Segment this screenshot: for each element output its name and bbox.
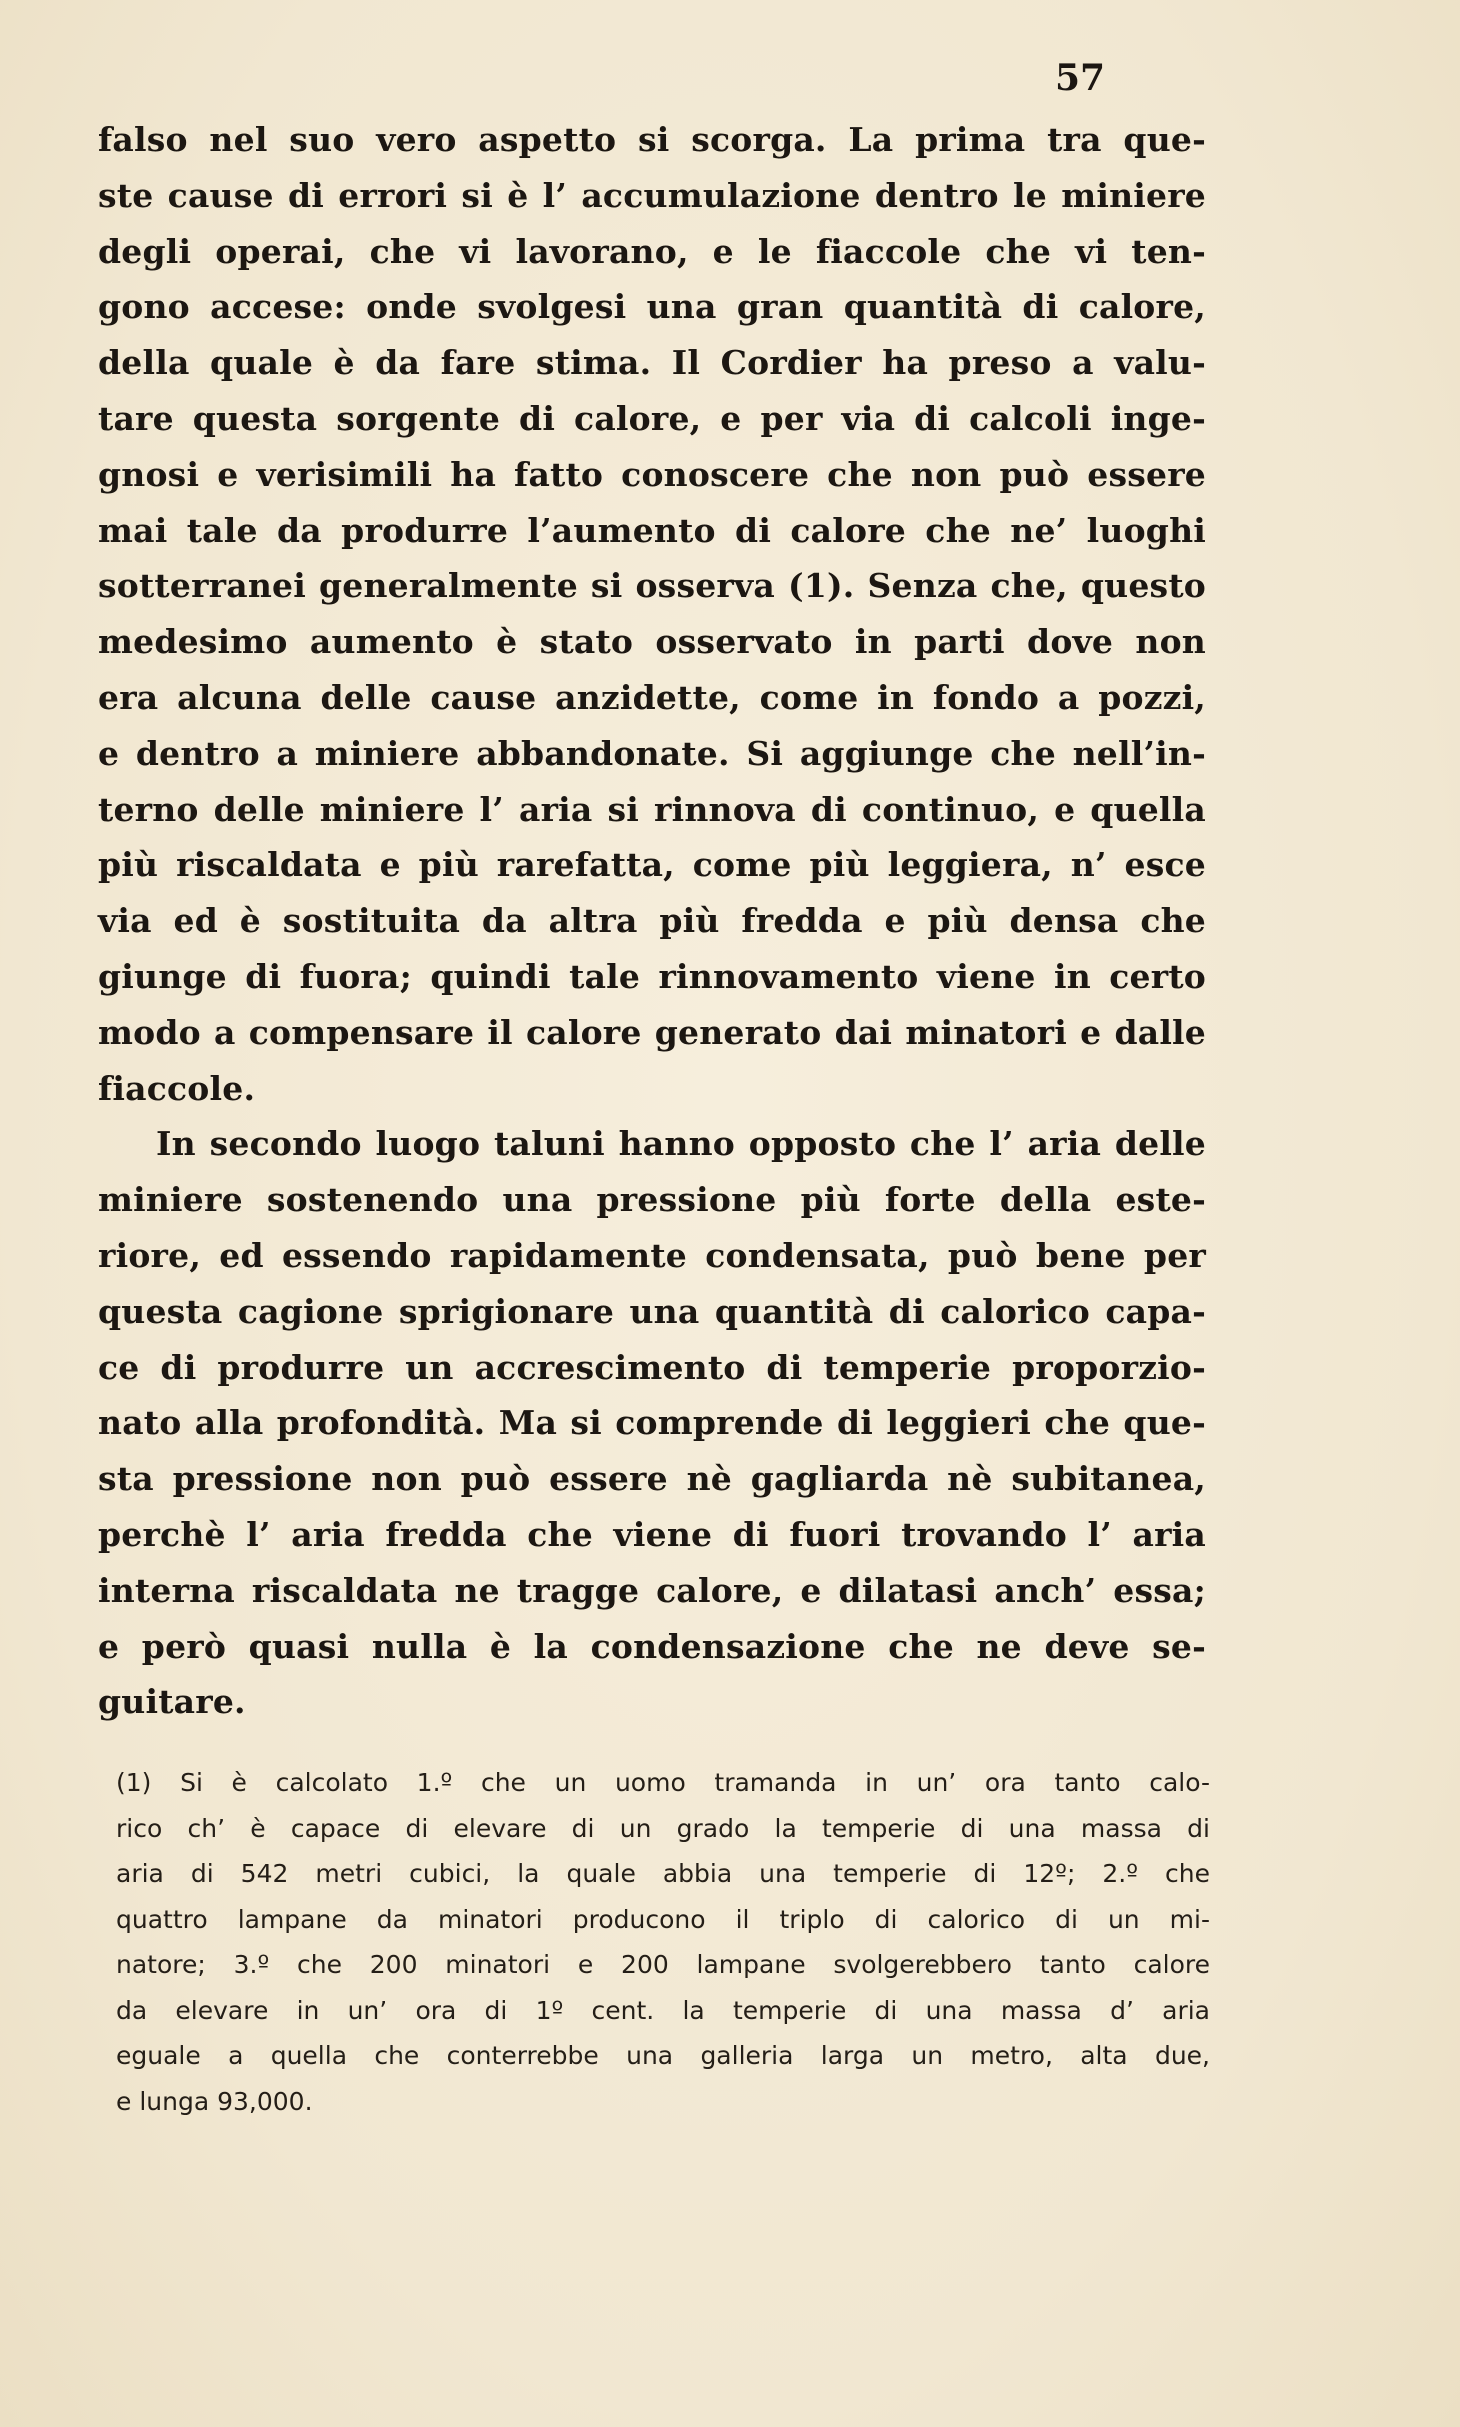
footnote-line: eguale a quella che conterrebbe una galleria larga un metro, alta due, [116,2041,1210,2070]
footnote [116,1760,1210,2124]
body-line: della quale è da fare stima. Il Cordier ha preso a valu- [98,343,1206,383]
body-line: perchè l’ aria fredda che viene di fuori trovando l’ aria [98,1514,1206,1554]
page-number: 57 [1054,57,1106,99]
body-line: e dentro a miniere abbandonate. Si aggiunge che nell’in- [98,733,1206,773]
body-line: mai tale da produrre l’aumento di calore che ne’ luoghi [98,510,1206,550]
body-line: era alcuna delle cause anzidette, come in fondo a pozzi, [98,677,1206,717]
body-text [98,112,1206,1730]
body-line: degli operai, che vi lavorano, e le fiaccole che vi ten- [98,231,1206,271]
footnote-line: aria di 542 metri cubici, la quale abbia una temperie di 12º; 2.º che [116,1859,1210,1888]
body-line: sotterranei generalmente si osserva (1). Senza che, questo [98,566,1206,606]
body-line: e però quasi nulla è la condensazione che ne deve se- [98,1626,1206,1666]
body-line: falso nel suo vero aspetto si scorga. La prima tra que- [98,120,1206,159]
body-line: riore, ed essendo rapidamente condensata, può bene per [98,1235,1206,1275]
body-line: più riscaldata e più rarefatta, come più leggiera, n’ esce [98,845,1206,885]
body-line: ste cause di errori si è l’ accumulazione dentro le miniere [98,175,1206,215]
body-line: gnosi e verisimili ha fatto conoscere che non può essere [98,454,1206,494]
body-line: medesimo aumento è stato osservato in parti dove non [98,622,1206,662]
footnote-line: (1) Si è calcolato 1.º che un uomo tramanda in un’ ora tanto calo- [116,1768,1210,1797]
body-line: giunge di fuora; quindi tale rinnovamento viene in certo [98,956,1206,996]
body-line: modo a compensare il calore generato dai minatori e dalle [98,1012,1206,1052]
footnote-line: quattro lampane da minatori producono il triplo di calorico di un mi- [116,1904,1210,1934]
footnote-line: e lunga 93,000. [116,2086,313,2116]
footnote-line: natore; 3.º che 200 minatori e 200 lampane svolgerebbero tanto calore [116,1950,1210,1979]
body-line: In secondo luogo taluni hanno opposto che l’ aria delle [156,1124,1206,1164]
body-line: sta pressione non può essere nè gagliarda nè subitanea, [98,1459,1206,1499]
body-line: questa cagione sprigionare una quantità di calorico capa- [98,1291,1206,1331]
body-line: ce di produrre un accrescimento di temperie proporzio- [98,1347,1206,1387]
body-line: guitare. [98,1682,246,1722]
body-line: gono accese: onde svolgesi una gran quantità di calore, [98,287,1206,327]
body-line: tare questa sorgente di calore, e per via di calcoli inge- [98,398,1206,438]
footnote-line: da elevare in un’ ora di 1º cent. la temperie di una massa d’ aria [116,1995,1210,2025]
body-line: miniere sostenendo una pressione più forte della este- [98,1180,1206,1220]
body-line: nato alla profondità. Ma si comprende di leggieri che que- [98,1403,1206,1443]
body-line: terno delle miniere l’ aria si rinnova di continuo, e quella [98,789,1206,829]
body-line: interna riscaldata ne tragge calore, e dilatasi anch’ essa; [98,1570,1206,1610]
body-line: via ed è sostituita da altra più fredda e più densa che [98,901,1206,941]
body-line: fiaccole. [98,1068,256,1108]
footnote-line: rico ch’ è capace di elevare di un grado la temperie di una massa di [116,1813,1210,1843]
